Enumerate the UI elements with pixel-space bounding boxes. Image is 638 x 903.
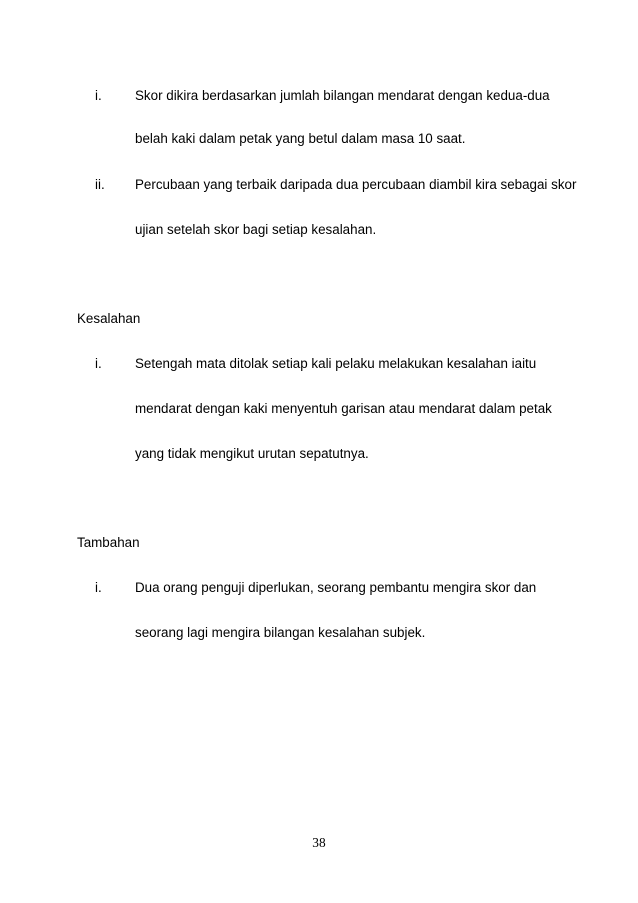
list-item-line: mendarat dengan kaki menyentuh garisan atau mendarat dalam petak [135,401,552,416]
list-item-line: Setengah mata ditolak setiap kali pelaku melakukan kesalahan iaitu [135,356,537,371]
section-heading-additional: Tambahan [77,535,140,550]
list-marker: i. [95,580,102,595]
section-heading-errors: Kesalahan [77,311,141,326]
list-item-line: belah kaki dalam petak yang betul dalam masa 10 saat. [135,131,466,146]
list-item-line: yang tidak mengikut urutan sepatutnya. [135,446,369,461]
list-item-line: seorang lagi mengira bilangan kesalahan subjek. [135,625,426,640]
list-marker: i. [95,88,102,103]
list-item-line: Percubaan yang terbaik daripada dua percubaan diambil kira sebagai skor [135,177,577,192]
page-number: 38 [312,835,326,850]
list-marker: i. [95,356,102,371]
list-item-line: Skor dikira berdasarkan jumlah bilangan mendarat dengan kedua-dua [135,88,550,103]
list-item-line: Dua orang penguji diperlukan, seorang pembantu mengira skor dan [135,580,537,595]
list-marker: ii. [95,177,105,192]
list-item-line: ujian setelah skor bagi setiap kesalahan. [135,222,377,237]
